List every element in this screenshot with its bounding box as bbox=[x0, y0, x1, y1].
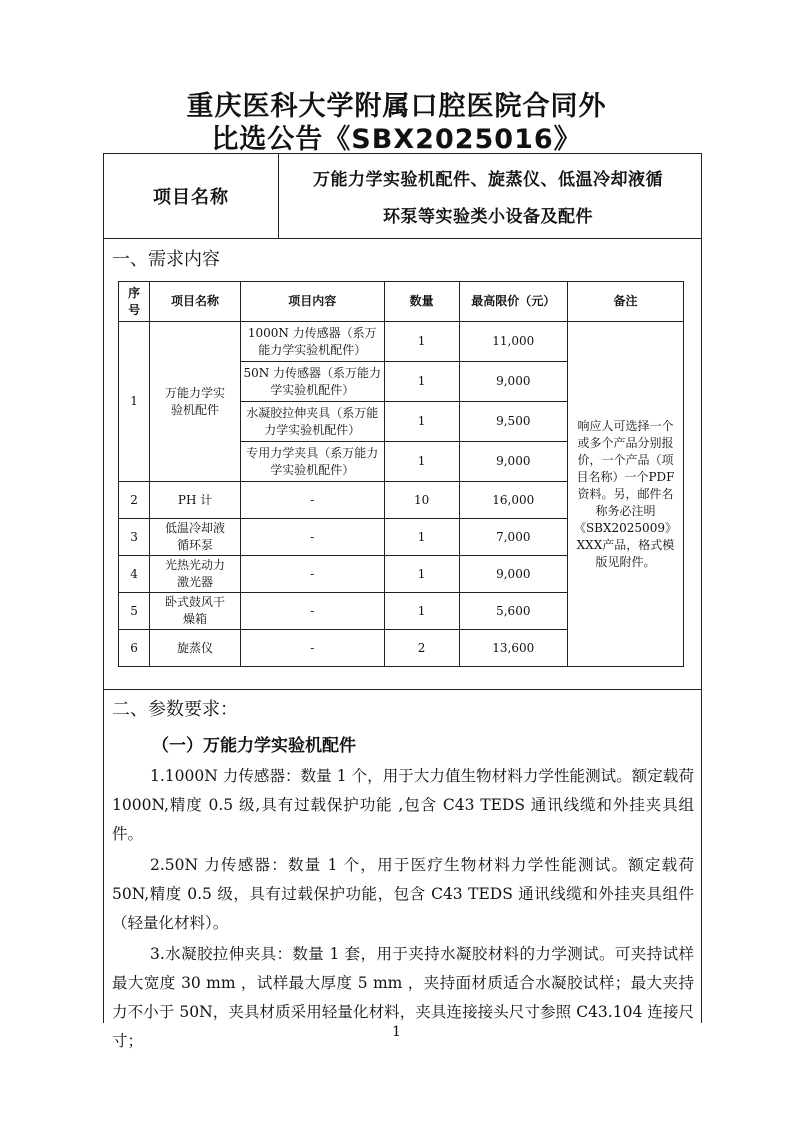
row-qty: 1 bbox=[384, 556, 459, 593]
group1-name: 万能力学实验机配件 bbox=[150, 322, 241, 482]
item-content: 1000N 力传感器（系万能力学实验机配件） bbox=[240, 322, 384, 362]
row-qty: 10 bbox=[384, 482, 459, 519]
row-content: - bbox=[240, 593, 384, 630]
document-title-line2: 比选公告《SBX2025016》 bbox=[211, 124, 582, 155]
row-seq: 3 bbox=[119, 519, 150, 556]
row-seq: 4 bbox=[119, 556, 150, 593]
group1-seq: 1 bbox=[119, 322, 150, 482]
item-qty: 1 bbox=[384, 322, 459, 362]
header-name: 项目名称 bbox=[150, 282, 241, 322]
param-paragraph-2: 2.50N 力传感器：数量 1 个，用于医疗生物材料力学性能测试。额定载荷 50N,精度 0.5 级，具有过载保护功能，包含 C43 TEDS 通讯线缆和外挂夹具组件（轻量化材料）。 bbox=[112, 856, 694, 932]
requirements-table bbox=[118, 281, 684, 667]
header-content: 项目内容 bbox=[240, 282, 384, 322]
item-price: 9,000 bbox=[459, 442, 567, 482]
header-seq: 序号 bbox=[119, 282, 150, 322]
row-qty: 1 bbox=[384, 593, 459, 630]
project-name-label: 项目名称 bbox=[153, 186, 229, 208]
row-price: 5,600 bbox=[459, 593, 567, 630]
row-price: 13,600 bbox=[459, 630, 567, 667]
param-paragraph-1: 1.1000N 力传感器：数量 1 个，用于大力值生物材料力学性能测试。额定载荷 1000N,精度 0.5 级,具有过载保护功能 ,包含 C43 TEDS 通讯线缆和外挂夹具组件。 bbox=[112, 767, 694, 843]
row-seq: 2 bbox=[119, 482, 150, 519]
item-qty: 1 bbox=[384, 442, 459, 482]
project-name-line2: 环泵等实验类小设备及配件 bbox=[383, 207, 593, 227]
page-number: 1 bbox=[392, 1024, 401, 1040]
row-content: - bbox=[240, 630, 384, 667]
row-name: PH 计 bbox=[150, 482, 241, 519]
header-price: 最高限价（元） bbox=[459, 282, 567, 322]
param-paragraph-3: 3.水凝胶拉伸夹具：数量 1 套，用于夹持水凝胶材料的力学测试。可夹持试样最大宽度 30 mm ，试样最大厚度 5 mm ，夹持面材质适合水凝胶试样；最大夹持力不小于 50N，夹具材质采用轻量化材料，夹具连接接头尺寸参照 C43.104 连接尺寸； bbox=[112, 945, 694, 1050]
row-name: 低温冷却液循环泵 bbox=[150, 519, 241, 556]
row-content: - bbox=[240, 556, 384, 593]
header-note: 备注 bbox=[567, 282, 683, 322]
row-name: 卧式鼓风干燥箱 bbox=[150, 593, 241, 630]
row-qty: 1 bbox=[384, 519, 459, 556]
header-qty: 数量 bbox=[384, 282, 459, 322]
row-qty: 2 bbox=[384, 630, 459, 667]
project-row-bottom-border bbox=[104, 238, 701, 239]
section2-subheading: （一）万能力学实验机配件 bbox=[152, 736, 356, 756]
item-content: 50N 力传感器（系万能力学实验机配件） bbox=[240, 362, 384, 402]
row-seq: 6 bbox=[119, 630, 150, 667]
row-content: - bbox=[240, 519, 384, 556]
project-name-value bbox=[282, 162, 694, 236]
item-qty: 1 bbox=[384, 402, 459, 442]
project-row-divider bbox=[278, 154, 279, 238]
item-content: 专用力学夹具（系万能力学实验机配件） bbox=[240, 442, 384, 482]
row-name: 光热光动力激光器 bbox=[150, 556, 241, 593]
item-content: 水凝胶拉伸夹具（系万能力学实验机配件） bbox=[240, 402, 384, 442]
item-price: 9,500 bbox=[459, 402, 567, 442]
table-header-row bbox=[119, 282, 684, 322]
section1-heading: 一、需求内容 bbox=[112, 249, 220, 270]
item-price: 9,000 bbox=[459, 362, 567, 402]
row-name: 旋蒸仪 bbox=[150, 630, 241, 667]
row-price: 7,000 bbox=[459, 519, 567, 556]
item-price: 11,000 bbox=[459, 322, 567, 362]
section2-heading: 二、参数要求： bbox=[112, 699, 238, 720]
document-title-line1: 重庆医科大学附属口腔医院合同外 bbox=[186, 91, 607, 122]
row-price: 9,000 bbox=[459, 556, 567, 593]
project-name-line1: 万能力学实验机配件、旋蒸仪、低温冷却液循 bbox=[313, 170, 663, 190]
row-seq: 5 bbox=[119, 593, 150, 630]
table-row bbox=[119, 322, 684, 362]
section1-bottom-border bbox=[104, 689, 701, 690]
item-qty: 1 bbox=[384, 362, 459, 402]
note-cell: 响应人可选择一个或多个产品分别报价，一个产品（项目名称）一个PDF资料。另，邮件名称务必注明《SBX2025009》XXX产品，格式模版见附件。 bbox=[567, 322, 683, 667]
row-price: 16,000 bbox=[459, 482, 567, 519]
row-content: - bbox=[240, 482, 384, 519]
announcement-frame bbox=[103, 153, 702, 1050]
